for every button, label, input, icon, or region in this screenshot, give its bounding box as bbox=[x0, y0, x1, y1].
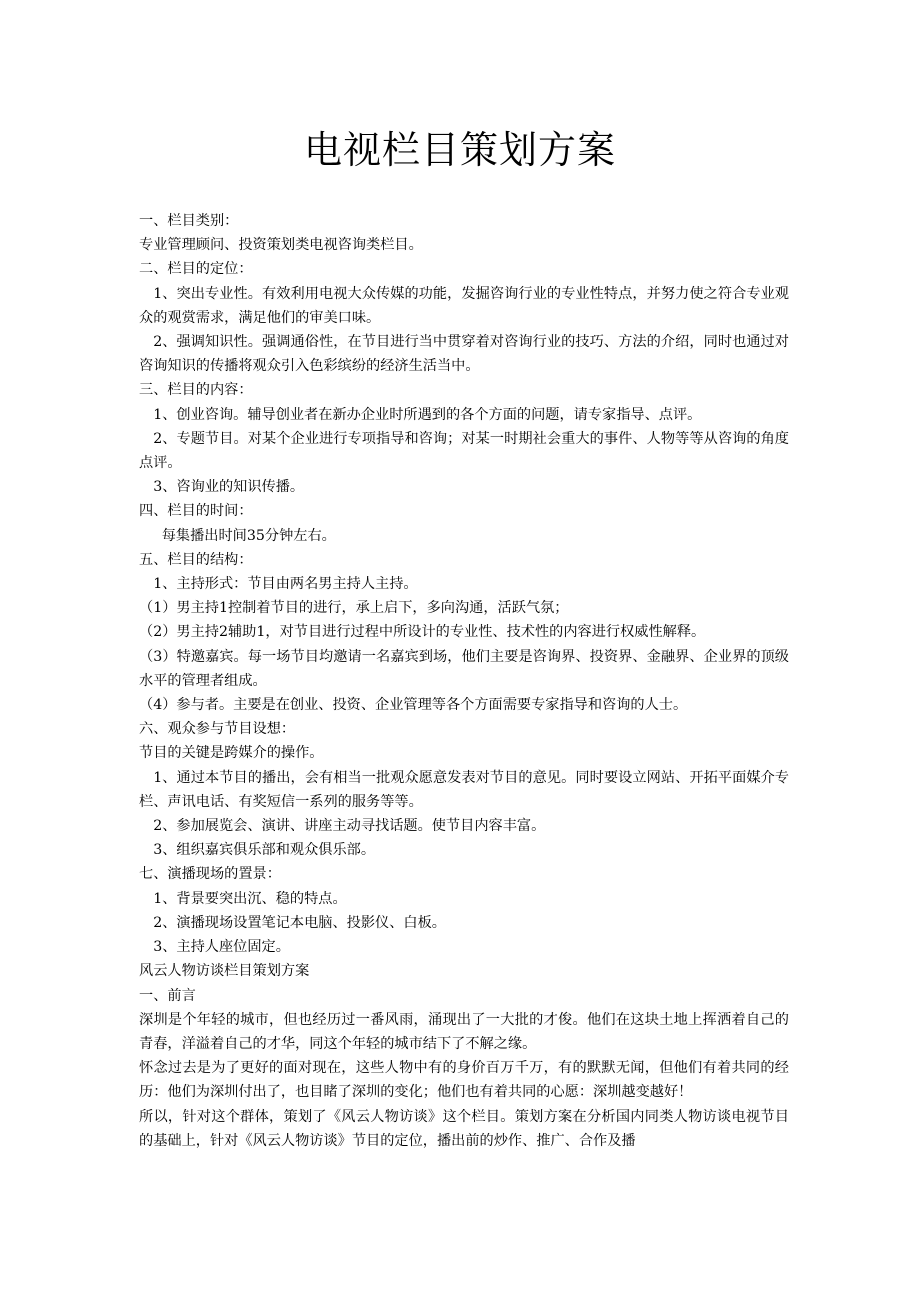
paragraph: 1、突出专业性。有效利用电视大众传媒的功能，发掘咨询行业的专业性特点，并努力使之符合专业观众的观赏需求，满足他们的审美口味。 bbox=[139, 285, 789, 326]
paragraph: 2、参加展览会、演讲、讲座主动寻找话题。使节目内容丰富。 bbox=[153, 818, 546, 835]
paragraph: （3）特邀嘉宾。每一场节目均邀请一名嘉宾到场，他们主要是咨询界、投资界、金融界、企业界的顶级水平的管理者组成。 bbox=[139, 648, 789, 689]
paragraph: 2、演播现场设置笔记本电脑、投影仪、白板。 bbox=[153, 914, 446, 931]
paragraph: 六、观众参与节目设想： bbox=[139, 721, 296, 738]
paragraph: 1、背景要突出沉、稳的特点。 bbox=[153, 890, 347, 907]
paragraph: 1、通过本节目的播出，会有相当一批观众愿意发表对节目的意见。同时要设立网站、开拓平面媒介专栏、声讯电话、有奖短信一系列的服务等等。 bbox=[139, 769, 789, 810]
paragraph: 每集播出时间35分钟左右。 bbox=[161, 527, 336, 544]
paragraph: 1、创业咨询。辅导创业者在新办企业时所遇到的各个方面的问题，请专家指导、点评。 bbox=[153, 406, 702, 423]
paragraph: 一、前言 bbox=[139, 987, 196, 1004]
paragraph: 3、组织嘉宾俱乐部和观众俱乐部。 bbox=[153, 842, 376, 859]
paragraph: 怀念过去是为了更好的面对现在，这些人物中有的身价百万千万，有的默默无闻，但他们有着共同的经历：他们为深圳付出了，也目睹了深圳的变化；他们也有着共同的心愿：深圳越变越好！ bbox=[139, 1060, 789, 1101]
page-title: 电视栏目策划方案 bbox=[303, 128, 616, 172]
paragraph: 二、栏目的定位： bbox=[139, 261, 253, 278]
paragraph: 3、咨询业的知识传播。 bbox=[153, 479, 305, 496]
paragraph: 一、栏目类别： bbox=[139, 213, 239, 229]
paragraph: 3、主持人座位固定。 bbox=[153, 939, 290, 956]
paragraph: 节目的关键是跨媒介的操作。 bbox=[139, 745, 324, 762]
paragraph: 2、强调知识性。强调通俗性，在节目进行当中贯穿着对咨询行业的技巧、方法的介绍，同时也通过对咨询知识的传播将观众引入色彩缤纷的经济生活当中。 bbox=[139, 334, 789, 375]
paragraph: 1、主持形式：节目由两名男主持人主持。 bbox=[153, 576, 418, 593]
paragraph: 所以，针对这个群体，策划了《风云人物访谈》这个栏目。策划方案在分析国内同类人物访谈电视节目的基础上，针对《风云人物访谈》节目的定位，播出前的炒作、推广、合作及播 bbox=[139, 1108, 789, 1149]
paragraph: 五、栏目的结构： bbox=[139, 551, 253, 568]
paragraph: 专业管理顾问、投资策划类电视咨询类栏目。 bbox=[139, 237, 423, 254]
paragraph: 风云人物访谈栏目策划方案 bbox=[139, 963, 310, 980]
paragraph: （2）男主持2辅助1，对节目进行过程中所设计的专业性、技术性的内容进行权威性解释。 bbox=[139, 624, 706, 641]
paragraph: 三、栏目的内容： bbox=[139, 382, 253, 399]
paragraph: 七、演播现场的置景： bbox=[139, 866, 281, 883]
paragraph: 四、栏目的时间： bbox=[139, 503, 253, 520]
paragraph: （4）参与者。主要是在创业、投资、企业管理等各个方面需要专家指导和咨询的人士。 bbox=[139, 697, 688, 714]
paragraph: 深圳是个年轻的城市，但也经历过一番风雨，涌现出了一大批的才俊。他们在这块土地上挥洒着自己的青春，洋溢着自己的才华，同这个年轻的城市结下了不解之缘。 bbox=[139, 1011, 789, 1052]
paragraph: 2、专题节目。对某个企业进行专项指导和咨询；对某一时期社会重大的事件、人物等等从咨询的角度点评。 bbox=[139, 430, 789, 472]
document-body bbox=[139, 209, 789, 1153]
paragraph: （1）男主持1控制着节目的进行，承上启下，多向沟通，活跃气氛； bbox=[139, 600, 569, 617]
